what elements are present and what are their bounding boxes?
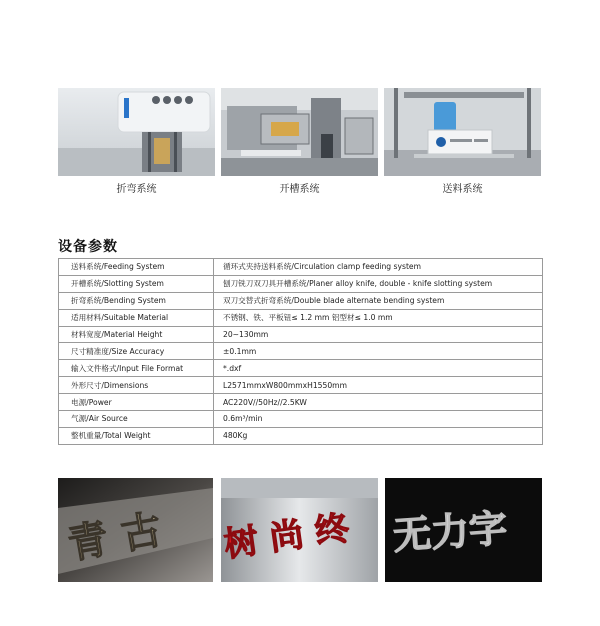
- spec-value: 循环式夹持送料系统/Circulation clamp feeding system: [214, 259, 543, 276]
- spec-value: 20~130mm: [214, 326, 543, 343]
- spec-label: 尺寸精准度/Size Accuracy: [59, 343, 214, 360]
- feeding-system-photo: [384, 88, 541, 176]
- spec-label: 整机重量/Total Weight: [59, 427, 214, 444]
- spec-label: 开槽系统/Slotting System: [59, 275, 214, 292]
- table-row: [59, 377, 543, 394]
- spec-value: 双刀交替式折弯系统/Double blade alternate bending system: [214, 292, 543, 309]
- spec-label: 适用材料/Suitable Material: [59, 309, 214, 326]
- table-row: [59, 427, 543, 444]
- slotting-system-caption: 开槽系统: [279, 184, 320, 195]
- table-row: [59, 309, 543, 326]
- red-letters: 树 尚 终: [221, 508, 352, 566]
- spec-label: 送料系统/Feeding System: [59, 259, 214, 276]
- spec-label: 外形尺寸/Dimensions: [59, 377, 214, 394]
- table-row: [59, 394, 543, 411]
- metal-sign-photo: [58, 478, 213, 582]
- red-letters-photo: [221, 478, 378, 582]
- spec-value: ±0.1mm: [214, 343, 543, 360]
- spec-value: 0.6m³/min: [214, 411, 543, 428]
- bending-system-caption: 折弯系统: [116, 184, 157, 195]
- spec-table: [58, 258, 543, 445]
- table-row: [59, 343, 543, 360]
- spec-value: 不锈钢、铁、平板钮≤ 1.2 mm 铝型材≤ 1.0 mm: [214, 309, 543, 326]
- bending-system-photo: [58, 88, 215, 176]
- spec-label: 折弯系统/Bending System: [59, 292, 214, 309]
- spec-label: 电源/Power: [59, 394, 214, 411]
- spec-value: L2571mmxW800mmxH1550mm: [214, 377, 543, 394]
- white-letters: 无力字: [391, 505, 509, 558]
- spec-value: AC220V//50Hz//2.5KW: [214, 394, 543, 411]
- table-row: [59, 275, 543, 292]
- table-row: [59, 326, 543, 343]
- slotting-system-photo: [221, 88, 378, 176]
- spec-label: 气源/Air Source: [59, 411, 214, 428]
- table-row: [59, 292, 543, 309]
- table-row: [59, 411, 543, 428]
- specs-title: 设备参数: [58, 239, 118, 255]
- table-row: [59, 259, 543, 276]
- spec-value: *.dxf: [214, 360, 543, 377]
- spec-value: 480Kg: [214, 427, 543, 444]
- feeding-system-caption: 送料系统: [442, 184, 483, 195]
- spec-label: 输入文件格式/Input File Format: [59, 360, 214, 377]
- spec-label: 材料宽度/Material Height: [59, 326, 214, 343]
- sign-letters: 青 古: [64, 506, 166, 569]
- table-row: [59, 360, 543, 377]
- spec-value: 刨刀铣刀双刀具开槽系统/Planer alloy knife, double - knife slotting system: [214, 275, 543, 292]
- white-letters-photo: [385, 478, 542, 582]
